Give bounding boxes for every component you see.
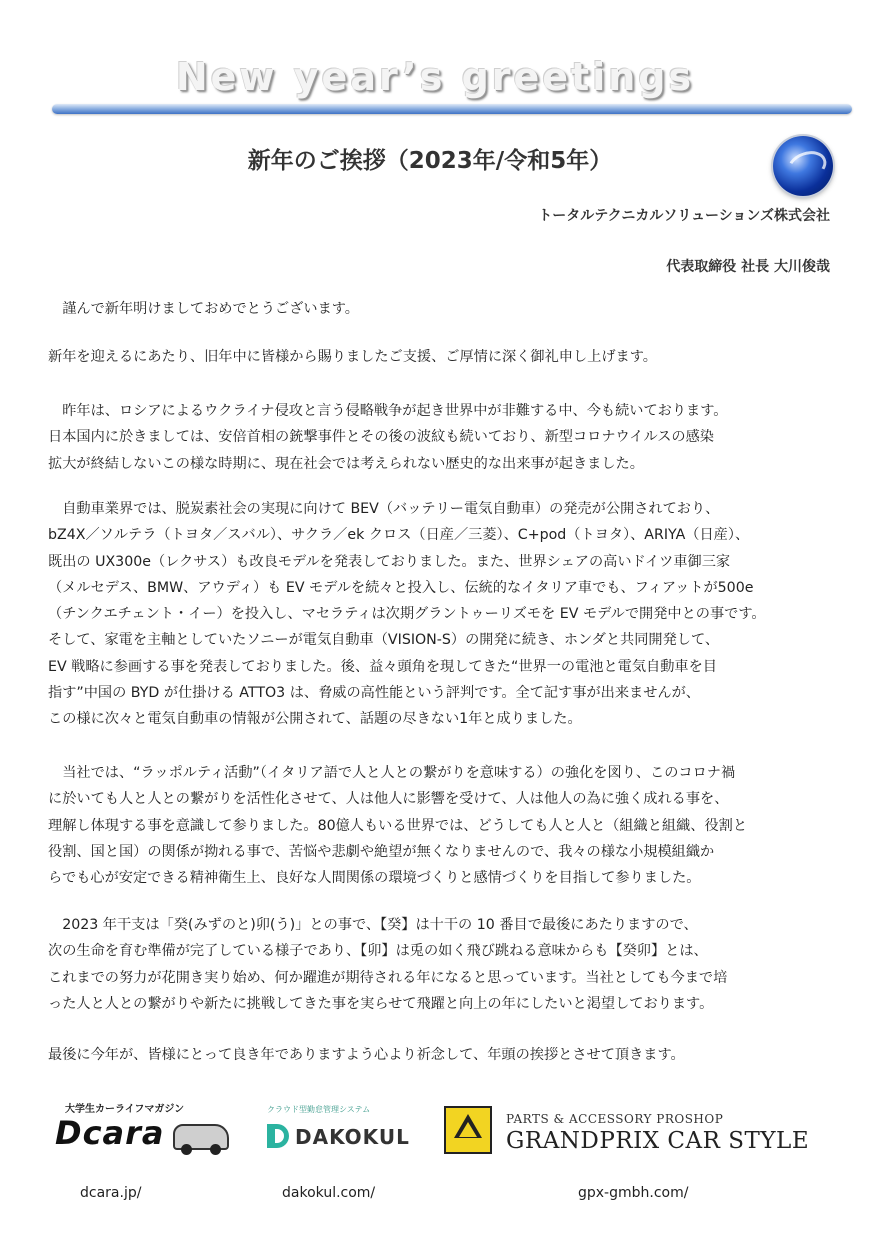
paragraph-opening: 謹んで新年明けましておめでとうございます。 xyxy=(48,301,359,317)
dakokul-d-icon xyxy=(267,1124,289,1148)
paragraph-rapporti: 当社では、“ラッポルティ活動”（イタリア語で人と人との繋がりを意味する）の強化を図り、このコロナ禍 に於いても人と人との繋がりを活性化させて、人は他人に影響を受けて、人は他人の為に強く成れる事を、 理解し体現する事を意識して参りました。80億人もいる世界では、どうしても人と人と（組織と組織、役割と 役割、国と国）の関係が拗れる事で、苦悩や悲劇や絶望が無くなりませんので、我々の様な小規模組織か らでも心が安定できる精神衛生上、良好な人間関係の環境づくりと感情づくりを目指して参りました。 xyxy=(48,765,748,887)
banner-divider xyxy=(52,104,852,114)
dakokul-tagline: クラウド型勤怠管理システム xyxy=(267,1105,371,1114)
warning-sign-icon xyxy=(444,1106,492,1154)
paragraph-last-year: 昨年は、ロシアによるウクライナ侵攻と言う侵略戦争が起き世界中が非難する中、今も続いております。 日本国内に於きましては、安倍首相の銃撃事件とその後の波紋も続いており、新型コロナウイルスの感染 拡大が終結しないこの様な時期に、現在社会では考えられない歴史的な出来事が起きました。 xyxy=(48,403,728,472)
car-icon xyxy=(173,1124,229,1150)
dakokul-wordmark: DAKOKUL xyxy=(295,1125,410,1149)
paragraph-gratitude: 新年を迎えるにあたり、旧年中に皆様から賜りましたご支援、ご厚情に深く御礼申し上げます。 xyxy=(48,349,657,365)
grandprix-wordmark: GRANDPRIX CAR STYLE xyxy=(506,1128,810,1154)
sponsor-logos xyxy=(0,1100,882,1170)
dcara-tagline: 大学生カーライフマガジン xyxy=(65,1104,185,1115)
company-emblem-icon xyxy=(773,136,833,196)
document-title: 新年のご挨拶（2023年/令和5年） xyxy=(247,148,613,174)
grandprix-tagline: PARTS & ACCESSORY PROSHOP xyxy=(506,1112,724,1126)
dcara-logo[interactable] xyxy=(55,1100,225,1160)
paragraph-closing: 最後に今年が、皆様にとって良き年でありますよう心より祈念して、年頭の挨拶とさせて頂きます。 xyxy=(48,1047,685,1063)
grandprix-logo[interactable] xyxy=(444,1102,824,1162)
company-name: トータルテクニカルソリューションズ株式会社 xyxy=(538,208,830,224)
dakokul-logo[interactable] xyxy=(263,1104,423,1154)
paragraph-automotive: 自動車業界では、脱炭素社会の実現に向けて BEV（バッテリー電気自動車）の発売が公開されており、 bZ4X／ソルテラ（トヨタ／スバル）、サクラ／ek クロス（日産／三菱）、C+pod（トヨタ）、ARIYA（日産）、 既出の UX300e（レクサス）も改良モデルを発表しておりました。また、世界シェアの高いドイツ車御三家 （メルセデス、BMW、アウディ）も EV モデルを続々と投入し、伝統的なイタリア車でも、フィアットが500e （チンクエチェント・イー）を投入し、マセラティは次期グラントゥーリズモを EV モデルで開発中との事です。 そして、家電を主軸としていたソニーが電気自動車（VISION-S）の開発に続き、ホンダと共同開発して、 EV 戦略に参画する事を発表しておりました。後、益々頭角を現してきた“世界一の電池と電気自動車を目 指す”中国の BYD が仕掛ける ATTO3 は、脅威の高性能という評判です。全て記す事が出来ませんが、 この様に次々と電気自動車の情報が公開されて、話題の尽きない1年と成りました。 xyxy=(48,501,766,728)
dcara-link[interactable]: dcara.jp/ xyxy=(80,1185,142,1201)
representative-name: 代表取締役 社長 大川俊哉 xyxy=(666,259,830,275)
paragraph-zodiac: 2023 年干支は「癸(みずのと)卯(う)」との事で、【癸】は十干の 10 番目で最後にあたりますので、 次の生命を育む準備が完了している様子であり、【卯】は兎の如く飛び跳ねる意味からも【癸卯】とは、 これまでの努力が花開き実り始め、何か躍進が期待される年になると思っています。当社としても今まで培 った人と人との繋がりや新たに挑戦してきた事を実らせて飛躍と向上の年にしたいと渇望しております。 xyxy=(48,917,728,1012)
dcara-wordmark: Dcara xyxy=(55,1114,165,1152)
dakokul-link[interactable]: dakokul.com/ xyxy=(282,1185,376,1201)
grandprix-link[interactable]: gpx-gmbh.com/ xyxy=(578,1185,689,1201)
banner-title: New year’s greetings xyxy=(175,55,695,99)
